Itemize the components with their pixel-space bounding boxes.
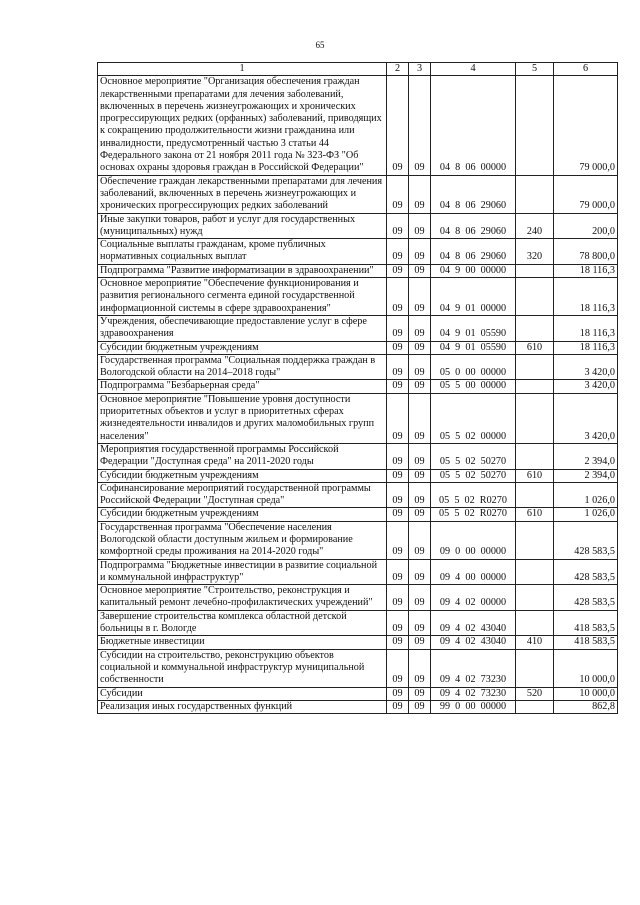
cell-expense-type	[516, 443, 554, 469]
cell-amount: 78 800,0	[554, 239, 618, 265]
cell-expense-type: 610	[516, 508, 554, 521]
row-name: Учреждения, обеспечивающие предоставление услуг в сфере здравоохранения	[98, 315, 387, 341]
cell-expense-type	[516, 559, 554, 585]
cell-expense-type	[516, 700, 554, 713]
table-row	[98, 482, 618, 508]
cell-section: 09	[387, 380, 409, 393]
cell-section: 09	[387, 687, 409, 700]
cell-amount: 3 420,0	[554, 393, 618, 443]
row-name: Основное мероприятие "Организация обеспечения граждан лекарственными препаратами для лечения заболеваний, включенных в перечень жизнеугрожающих и хронических прогрессирующих редких (орфанных) заболеваний, приводящих к сокращению продолжительности жизни гражданина или инвалидности, предусмотренный частью 3 статьи 44 Федерального закона от 21 ноября 2011 года № 323-ФЗ "Об основах охраны здоровья граждан в Российской Федерации"	[98, 76, 387, 175]
cell-expense-type	[516, 278, 554, 316]
cell-target-article: 05 5 02 R0270	[431, 508, 516, 521]
table-row	[98, 687, 618, 700]
cell-subsection: 09	[409, 649, 431, 687]
row-name: Подпрограмма "Развитие информатизации в здравоохранении"	[98, 264, 387, 277]
cell-amount: 3 420,0	[554, 380, 618, 393]
cell-section: 09	[387, 610, 409, 636]
cell-amount: 862,8	[554, 700, 618, 713]
table-row	[98, 469, 618, 482]
cell-target-article: 04 9 01 05590	[431, 341, 516, 354]
cell-target-article: 04 8 06 29060	[431, 213, 516, 239]
row-name: Завершение строительства комплекса областной детской больницы в г. Вологде	[98, 610, 387, 636]
cell-subsection: 09	[409, 354, 431, 380]
col-header: 3	[409, 63, 431, 76]
cell-amount: 418 583,5	[554, 636, 618, 649]
cell-section: 09	[387, 175, 409, 213]
cell-target-article: 04 8 06 00000	[431, 76, 516, 175]
cell-subsection: 09	[409, 393, 431, 443]
table-row	[98, 239, 618, 265]
cell-section: 09	[387, 482, 409, 508]
cell-target-article: 09 4 02 43040	[431, 610, 516, 636]
cell-target-article: 09 4 02 00000	[431, 585, 516, 611]
table-row	[98, 380, 618, 393]
cell-target-article: 09 0 00 00000	[431, 521, 516, 559]
cell-target-article: 09 4 00 00000	[431, 559, 516, 585]
cell-target-article: 05 5 00 00000	[431, 380, 516, 393]
row-name: Государственная программа "Социальная поддержка граждан в Вологодской области на 2014–2018 годы"	[98, 354, 387, 380]
cell-section: 09	[387, 239, 409, 265]
cell-amount: 418 583,5	[554, 610, 618, 636]
cell-target-article: 05 0 00 00000	[431, 354, 516, 380]
table-row	[98, 76, 618, 175]
table-row	[98, 278, 618, 316]
cell-amount: 10 000,0	[554, 649, 618, 687]
cell-amount: 18 116,3	[554, 264, 618, 277]
cell-expense-type	[516, 175, 554, 213]
cell-expense-type	[516, 610, 554, 636]
row-name: Подпрограмма "Безбарьерная среда"	[98, 380, 387, 393]
cell-expense-type: 240	[516, 213, 554, 239]
cell-subsection: 09	[409, 175, 431, 213]
cell-expense-type	[516, 482, 554, 508]
cell-amount: 79 000,0	[554, 175, 618, 213]
table-row	[98, 315, 618, 341]
cell-expense-type: 610	[516, 469, 554, 482]
cell-amount: 428 583,5	[554, 559, 618, 585]
table-row	[98, 354, 618, 380]
cell-subsection: 09	[409, 559, 431, 585]
cell-section: 09	[387, 700, 409, 713]
cell-expense-type: 320	[516, 239, 554, 265]
cell-section: 09	[387, 469, 409, 482]
row-name: Реализация иных государственных функций	[98, 700, 387, 713]
table-row	[98, 443, 618, 469]
cell-section: 09	[387, 341, 409, 354]
row-name: Бюджетные инвестиции	[98, 636, 387, 649]
cell-subsection: 09	[409, 521, 431, 559]
row-name: Субсидии на строительство, реконструкцию объектов социальной и коммунальной инфраструктур муниципальной собственности	[98, 649, 387, 687]
col-header: 4	[431, 63, 516, 76]
cell-amount: 428 583,5	[554, 585, 618, 611]
cell-target-article: 05 5 02 50270	[431, 443, 516, 469]
cell-subsection: 09	[409, 76, 431, 175]
row-name: Мероприятия государственной программы Российской Федерации "Доступная среда" на 2011-2020 годы	[98, 443, 387, 469]
row-name: Социальные выплаты гражданам, кроме публичных нормативных социальных выплат	[98, 239, 387, 265]
row-name: Субсидии бюджетным учреждениям	[98, 469, 387, 482]
cell-target-article: 09 4 02 73230	[431, 649, 516, 687]
table-row	[98, 521, 618, 559]
table-row	[98, 175, 618, 213]
cell-target-article: 05 5 02 00000	[431, 393, 516, 443]
cell-amount: 18 116,3	[554, 315, 618, 341]
table-row	[98, 649, 618, 687]
cell-expense-type: 410	[516, 636, 554, 649]
row-name: Софинансирование мероприятий государственной программы Российской Федерации "Доступная среда"	[98, 482, 387, 508]
row-name: Государственная программа "Обеспечение населения Вологодской области доступным жильем и формирование комфортной среды проживания на 2014-2020 годы"	[98, 521, 387, 559]
col-header: 1	[98, 63, 387, 76]
table-row	[98, 264, 618, 277]
table-row	[98, 610, 618, 636]
cell-amount: 200,0	[554, 213, 618, 239]
cell-expense-type	[516, 315, 554, 341]
cell-subsection: 09	[409, 380, 431, 393]
cell-section: 09	[387, 559, 409, 585]
cell-expense-type	[516, 649, 554, 687]
cell-expense-type	[516, 585, 554, 611]
cell-section: 09	[387, 521, 409, 559]
cell-amount: 10 000,0	[554, 687, 618, 700]
cell-amount: 18 116,3	[554, 341, 618, 354]
cell-section: 09	[387, 649, 409, 687]
col-header: 5	[516, 63, 554, 76]
cell-amount: 2 394,0	[554, 443, 618, 469]
cell-subsection: 09	[409, 508, 431, 521]
cell-subsection: 09	[409, 264, 431, 277]
cell-amount: 18 116,3	[554, 278, 618, 316]
cell-amount: 428 583,5	[554, 521, 618, 559]
cell-amount: 79 000,0	[554, 76, 618, 175]
row-name: Иные закупки товаров, работ и услуг для государственных (муниципальных) нужд	[98, 213, 387, 239]
cell-amount: 3 420,0	[554, 354, 618, 380]
cell-subsection: 09	[409, 443, 431, 469]
row-name: Обеспечение граждан лекарственными препаратами для лечения заболеваний, включенных в перечень жизнеугрожающих и хронических прогрессирующих редких заболеваний	[98, 175, 387, 213]
cell-subsection: 09	[409, 700, 431, 713]
cell-expense-type	[516, 264, 554, 277]
row-name: Основное мероприятие "Повышение уровня доступности приоритетных объектов и услуг в приоритетных сферах жизнедеятельности инвалидов и других маломобильных групп населения"	[98, 393, 387, 443]
cell-section: 09	[387, 264, 409, 277]
cell-subsection: 09	[409, 315, 431, 341]
row-name: Подпрограмма "Бюджетные инвестиции в развитие социальной и коммунальной инфраструктур"	[98, 559, 387, 585]
row-name: Субсидии бюджетным учреждениям	[98, 341, 387, 354]
cell-subsection: 09	[409, 636, 431, 649]
cell-section: 09	[387, 76, 409, 175]
table-row	[98, 213, 618, 239]
cell-target-article: 04 9 01 05590	[431, 315, 516, 341]
col-header: 6	[554, 63, 618, 76]
table-row	[98, 341, 618, 354]
cell-expense-type	[516, 380, 554, 393]
cell-expense-type	[516, 354, 554, 380]
cell-section: 09	[387, 443, 409, 469]
cell-subsection: 09	[409, 610, 431, 636]
cell-section: 09	[387, 585, 409, 611]
cell-subsection: 09	[409, 482, 431, 508]
cell-target-article: 04 9 01 00000	[431, 278, 516, 316]
cell-expense-type: 520	[516, 687, 554, 700]
table-row	[98, 393, 618, 443]
cell-section: 09	[387, 315, 409, 341]
cell-section: 09	[387, 508, 409, 521]
col-header: 2	[387, 63, 409, 76]
page-number: 65	[315, 40, 325, 50]
table-row	[98, 700, 618, 713]
cell-section: 09	[387, 213, 409, 239]
cell-target-article: 04 8 06 29060	[431, 239, 516, 265]
cell-subsection: 09	[409, 341, 431, 354]
table-row	[98, 508, 618, 521]
table-row	[98, 585, 618, 611]
cell-expense-type	[516, 76, 554, 175]
cell-section: 09	[387, 393, 409, 443]
cell-target-article: 09 4 02 73230	[431, 687, 516, 700]
table-row	[98, 559, 618, 585]
cell-subsection: 09	[409, 687, 431, 700]
cell-subsection: 09	[409, 585, 431, 611]
cell-subsection: 09	[409, 239, 431, 265]
row-name: Субсидии бюджетным учреждениям	[98, 508, 387, 521]
cell-target-article: 04 8 06 29060	[431, 175, 516, 213]
cell-target-article: 05 5 02 R0270	[431, 482, 516, 508]
cell-expense-type	[516, 521, 554, 559]
cell-expense-type	[516, 393, 554, 443]
cell-section: 09	[387, 278, 409, 316]
cell-target-article: 04 9 00 00000	[431, 264, 516, 277]
cell-expense-type: 610	[516, 341, 554, 354]
cell-amount: 1 026,0	[554, 482, 618, 508]
budget-table	[97, 62, 618, 714]
cell-target-article: 05 5 02 50270	[431, 469, 516, 482]
cell-subsection: 09	[409, 469, 431, 482]
cell-amount: 2 394,0	[554, 469, 618, 482]
table-row	[98, 636, 618, 649]
row-name: Основное мероприятие "Обеспечение функционирования и развития регионального сегмента единой государственной информационной системы в сфере здравоохранения"	[98, 278, 387, 316]
cell-section: 09	[387, 636, 409, 649]
cell-section: 09	[387, 354, 409, 380]
header-row	[98, 63, 618, 76]
row-name: Основное мероприятие "Строительство, реконструкция и капитальный ремонт лечебно-профилактических учреждений"	[98, 585, 387, 611]
cell-amount: 1 026,0	[554, 508, 618, 521]
cell-subsection: 09	[409, 278, 431, 316]
cell-target-article: 99 0 00 00000	[431, 700, 516, 713]
cell-subsection: 09	[409, 213, 431, 239]
cell-target-article: 09 4 02 43040	[431, 636, 516, 649]
row-name: Субсидии	[98, 687, 387, 700]
